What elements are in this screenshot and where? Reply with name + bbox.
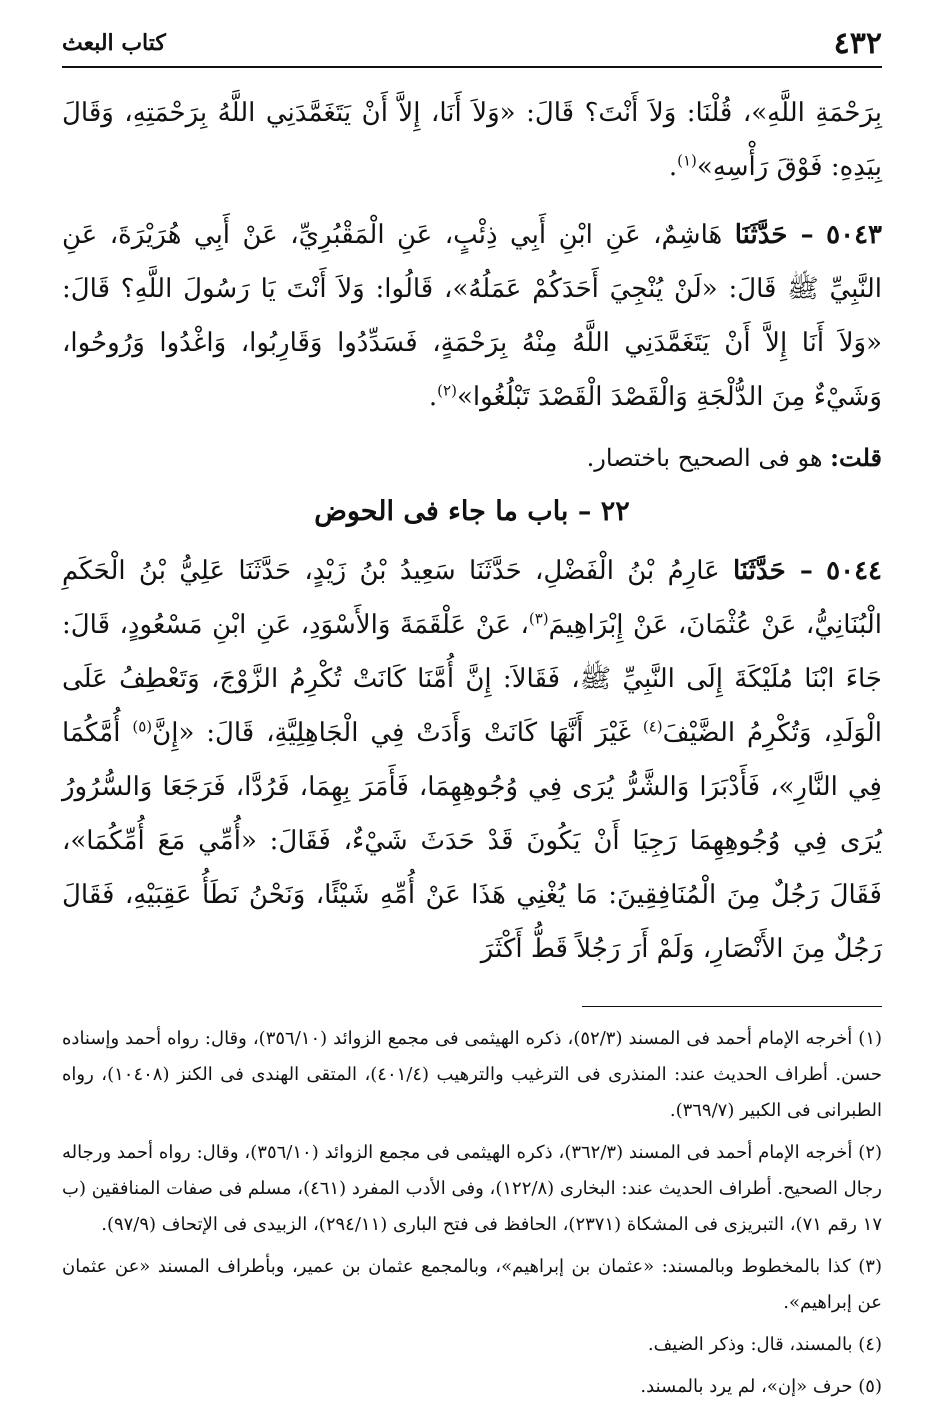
footnote: (٤) بالمسند، قال: وذكر الضيف. xyxy=(647,1334,882,1355)
narration-lead: – حَدَّثَنَا xyxy=(734,220,814,250)
editor-note xyxy=(62,438,882,478)
note-text: هو فى الصحيح باختصار. xyxy=(586,444,823,472)
narration-lead: – حَدَّثَنَا xyxy=(733,556,813,586)
hadith-text-part: عَارِمُ بْنُ الْفَضْلِ، حَدَّثَنَا سَعِيدُ بْنُ زَيْدٍ، حَدَّثَنَا عَلِيُّ بْنُ الْحَكَمِ الْبُنَانِيُّ، عَنْ عُثْمَانَ، عَنْ إِبْرَاهِيمَ xyxy=(62,556,882,640)
hadith-5043 xyxy=(62,208,882,424)
chapter-heading: ٢٢ – باب ما جاء فى الحوض xyxy=(314,496,630,527)
hadith-number: ٥٠٤٤ xyxy=(826,556,882,586)
note-label: قلت: xyxy=(830,443,882,472)
hadith-text-part: غَيْرَ أَنَّهَا كَانَتْ وَأَدَتْ فِي الْجَاهِلِيَّةِ، قَالَ: «إِنَّ xyxy=(152,718,643,748)
hadith-text: هَاشِمٌ، عَنِ ابْنِ أَبِي ذِئْبٍ، عَنِ الْمَقْبُرِيِّ، عَنْ أَبِي هُرَيْرَةَ، عَنِ النَّبِيِّ ﷺ قَالَ: «لَنْ يُنْجِيَ أَحَدَكُمْ عَمَلُهُ»، قَالُوا: وَلاَ أَنْتَ يَا رَسُولَ اللَّهِ؟ قَالَ: «وَلاَ أَنَا إِلاَّ أَنْ يَتَغَمَّدَنِي اللَّهُ مِنْهُ بِرَحْمَةٍ، فَسَدِّدُوا وَقَارِبُوا، وَاغْدُوا وَرُوحُوا، وَشَيْءٌ مِنَ الدُّلْجَةِ وَالْقَصْدَ الْقَصْدَ تَبْلُغُوا» xyxy=(62,220,882,412)
hadith-number: ٥٠٤٣ xyxy=(826,220,883,250)
page-number: ٤٣٢ xyxy=(833,26,882,61)
footnote: (٥) حرف «إن»، لم يرد بالمسند. xyxy=(640,1376,882,1397)
hadith-text-part: أُمَّكُمَا فِي النَّارِ»، فَأَدْبَرَا وَالشَّرُّ يُرَى فِي وُجُوهِهِمَا، فَأَمَرَ بِهِمَا، فَرُدَّا، فَرَجَعَا وَالسُّرُورُ يُرَى فِي وُجُوهِهِمَا رَجِيَا أَنْ يَكُونَ قَدْ حَدَثَ شَيْءٌ، فَقَالَ: «أُمِّي مَعَ أُمِّكُمَا»، فَقَالَ رَجُلٌ مِنَ الْمُنَافِقِينَ: مَا يُغْنِي هَذَا عَنْ أُمِّهِ شَيْئًا، وَنَحْنُ نَطَأُ عَقِبَيْهِ، فَقَالَ رَجُلٌ مِنَ الأَنْصَارِ، وَلَمْ أَرَ رَجُلاً قَطُّ أَكْثَرَ xyxy=(62,718,882,964)
hadith-5044 xyxy=(62,544,882,976)
footnote-ref: (٤) xyxy=(642,717,663,736)
hadith-end: . xyxy=(428,382,438,412)
footnote-separator xyxy=(582,1006,882,1007)
continued-paragraph xyxy=(62,86,882,194)
footnote: (٣) كذا بالمخطوط وبالمسند: «عثمان بن إبراهيم»، وبالمجمع عثمان بن عمير، وبأطراف المسند «عن عثمان عن إبراهيم». xyxy=(62,1256,882,1313)
paragraph-end: . xyxy=(668,152,678,182)
footnote: (٢) أخرجه الإمام أحمد فى المسند (٣٦٢/٣)، ذكره الهيثمى فى مجمع الزوائد (٣٥٦/١٠)، وقال: رواه أحمد ورجاله رجال الصحيح. أطراف الحديث عند: البخارى (١٢٢/٨)، وفى الأدب المفرد (٤٦١)، مسلم فى صفات المنافقين (ب ١٧ رقم ٧١)، التبريزى فى المشكاة (٢٣٧١)، الحافظ فى فتح البارى (٢٩٤/١١)، الزبيدى فى الإتحاف (٩٧/٩). xyxy=(62,1142,883,1235)
footnotes xyxy=(62,1021,882,1405)
main-text xyxy=(62,86,882,976)
paragraph-text: بِرَحْمَةِ اللَّهِ»، قُلْنَا: وَلاَ أَنْتَ؟ قَالَ: «وَلاَ أَنَا، إِلاَّ أَنْ يَتَغَمَّدَنِي اللَّهُ بِرَحْمَتِهِ، وَقَالَ بِيَدِهِ: فَوْقَ رَأْسِهِ» xyxy=(62,98,882,182)
footnote: (١) أخرجه الإمام أحمد فى المسند (٥٢/٣)، ذكره الهيثمى فى مجمع الزوائد (٣٥٦/١٠)، وقال: رواه أحمد وإسناده حسن. أطراف الحديث عند: المنذرى فى الترغيب والترهيب (٤٠١/٤)، المتقى الهندى فى الكنز (١٠٤٠٨)، رواه الطبرانى فى الكبير (٣٦٩/٧). xyxy=(62,1028,883,1121)
book-title: كتاب البعث xyxy=(62,30,166,56)
book-page xyxy=(62,22,883,1397)
footnote-ref: (١) xyxy=(677,151,697,170)
footnote-ref: (٢) xyxy=(437,381,457,400)
footnote-ref: (٥) xyxy=(132,717,153,736)
page-header xyxy=(62,22,882,68)
footnote-ref: (٣) xyxy=(528,609,549,628)
hadith-text-part: ، عَنْ عَلْقَمَةَ وَالأَسْوَدِ، عَنِ ابْنِ مَسْعُودٍ، قَالَ: جَاءَ ابْنَا مُلَيْكَةَ إِلَى النَّبِيِّ ﷺ، فَقَالاَ: إِنَّ أُمَّنَا كَانَتْ تُكْرِمُ الزَّوْجَ، وَتَعْطِفُ عَلَى الْوَلَدِ، وَتُكْرِمُ الضَّيْفَ xyxy=(62,610,882,748)
